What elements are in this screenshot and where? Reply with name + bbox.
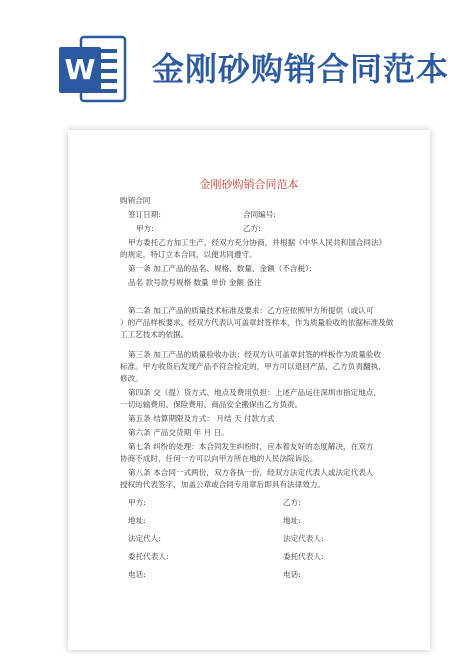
signature-phone-b: 电话: [283, 570, 301, 579]
signature-agent-a: 委托代表人: [128, 552, 169, 561]
contract-number-label: 合同编号: [243, 210, 276, 219]
article-3-line-3: 修改。 [120, 374, 143, 383]
document-page [68, 130, 430, 650]
banner-title: 金刚砂购销合同范本 [152, 50, 450, 88]
article-6: 第六条 产品交货期 年 月 日。 [128, 428, 229, 437]
signature-party-b: 乙方: [283, 498, 301, 507]
signature-address-b: 地址: [283, 516, 301, 525]
party-b-label: 乙方: [243, 224, 261, 233]
product-table-header: 品名 款号款号规格 数量 单价 金额 备注 [128, 278, 262, 287]
article-4-line-2: 一切运输费用、保险费用、商品安全搬保由乙方负责。 [120, 400, 303, 409]
contract-heading: 购销合同 [120, 196, 151, 205]
article-2-line-2: ）的产品样板要求，经双方代表认可盖章封签样本，作为质量验收的依据标准及做 [120, 318, 394, 327]
article-7-line-2: 协商不成时，任何一方可以向甲方所在地的人民法院诉讼。 [120, 454, 318, 463]
preamble-line-1: 甲方委托乙方加工生产，经双方充分协商，并根据《中华人民共和国合同法》 [128, 238, 387, 247]
signature-legal-rep-a: 法定代人: [128, 534, 161, 543]
article-8-line-2: 授权的代表签字，加盖公章或合同专用章后即具有法律效力。 [120, 480, 326, 489]
word-icon-letter: W [64, 53, 96, 86]
party-a-label: 甲方: [136, 224, 154, 233]
signature-agent-b: 委托代表人: [283, 552, 324, 561]
signature-legal-rep-b: 法定代表人: [283, 534, 324, 543]
article-7-line-1: 第七条 纠纷的处理：本合同发生纠纷时，应本着友好的态度解决，在双方 [128, 442, 374, 451]
article-5: 第五条 结算期限及方式： 月结 天 付款方式 [128, 414, 275, 423]
signature-phone-a: 电话: [128, 570, 146, 579]
article-3-line-2: 标准。甲方收货后发现产品不符合检定的，甲方可以退回产品，乙方负责翻执、 [120, 362, 386, 371]
preamble-line-2: 的规定，特订立本合同，以便共同遵守。 [120, 250, 257, 259]
article-4-line-1: 第四条 交（提）货方式、地点及费用负担：上述产品运往深圳市指定地点， [128, 388, 382, 397]
banner-header [0, 0, 474, 110]
word-document-icon [57, 33, 127, 105]
signing-date-label: 签订日期: [128, 210, 161, 219]
article-3-line-1: 第三条 加工产品的质量验收办法：经双方认可盖章封签的样板作为质量验收 [128, 350, 382, 359]
signature-party-a: 甲方: [128, 498, 146, 507]
document-title: 金刚砂购销合同范本 [199, 178, 299, 191]
article-8-line-1: 第八条 本合同一式两份，双方各执一份，经双方法定代表人或法定代表人 [128, 468, 374, 477]
article-2-line-3: 工工艺技术的依据。 [120, 330, 189, 339]
article-1: 第一条 加工产品的品名、规格、数量、金额（不含税）： [128, 264, 317, 273]
signature-address-a: 地址: [128, 516, 146, 525]
article-2-line-1: 第二条 加工产品的质量技术标准及要求：乙方应依照甲方所提供（或认可 [128, 306, 374, 315]
